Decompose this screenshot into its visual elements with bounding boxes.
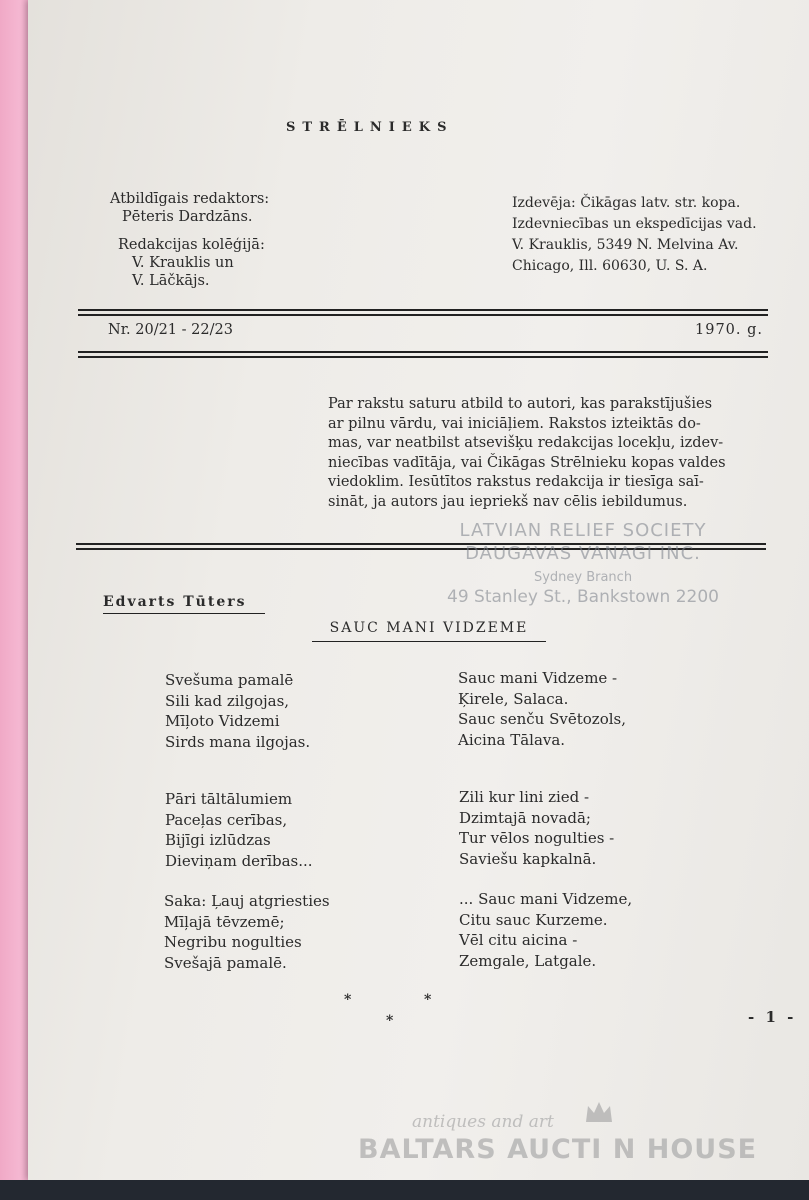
ornament-star: * — [344, 992, 352, 1008]
poem-line: Svešajā pamalē. — [164, 953, 287, 972]
left-stanza-3 — [164, 891, 330, 973]
stamp-line-4: 49 Stanley St., Bankstown 2200 — [447, 587, 719, 607]
board-member-2: V. Lāčkājs. — [132, 273, 210, 289]
disclaimer-line: mas, var neatbilst atsevišķu redakcijas locekļu, izdev- — [328, 435, 724, 451]
poem-title: SAUC MANI VIDZEME — [312, 620, 546, 642]
board-label: Redakcijas kolēģijā: — [118, 237, 265, 253]
poem-line: Ķirele, Salaca. — [458, 689, 569, 708]
disclaimer-line: niecības vadītāja, vai Čikāgas Strēlnieku kopas valdes — [328, 454, 726, 471]
poem-line: Sauc senču Svētozols, — [458, 710, 626, 728]
issue-number: Nr. 20/21 - 22/23 — [108, 322, 233, 338]
rule-top-a — [78, 309, 768, 311]
right-stanza-3 — [459, 889, 632, 971]
poem-line: Mīļoto Vidzemi — [165, 712, 280, 730]
board-member-1: V. Krauklis un — [132, 255, 234, 271]
poem-line: Aicina Tālava. — [458, 730, 566, 749]
poem-line: Sauc mani Vidzeme - — [458, 669, 618, 687]
stamp-line-1: LATVIAN RELIEF SOCIETY — [459, 520, 707, 541]
poem-line: Sili kad zilgojas, — [165, 691, 290, 710]
editor-label: Atbildīgais redaktors: — [110, 191, 270, 207]
poem-line: Saviešu kapkalnā. — [459, 849, 597, 868]
poem-line: Tur vēlos nogulties - — [459, 829, 615, 847]
poem-line: Paceļas cerības, — [165, 810, 288, 829]
watermark-brand: BALTARS AUCTI N HOUSE — [358, 1134, 758, 1165]
publisher-line-4: Chicago, Ill. 60630, U. S. A. — [512, 258, 708, 274]
poem-line: Svešuma pamalē — [165, 671, 294, 689]
poem-line: Sirds mana ilgojas. — [165, 732, 311, 751]
left-stanza-2 — [165, 789, 313, 871]
poem-line: ... Sauc mani Vidzeme, — [459, 890, 633, 908]
stamp-line-2: DAUGAVAS VANAGI INC. — [465, 543, 701, 564]
editorial-block — [110, 190, 269, 290]
disclaimer-text — [328, 395, 768, 512]
poem-line: Saka: Ļauj atgriesties — [164, 892, 330, 910]
publisher-line-2: Izdevniecības un ekspedīcijas vad. — [512, 216, 757, 232]
rule-mid-b — [78, 356, 768, 358]
publisher-line-3: V. Krauklis, 5349 N. Melvina Av. — [512, 237, 739, 253]
poem-line: Vēl citu aicina - — [459, 931, 578, 949]
poem-line: Citu sauc Kurzeme. — [459, 910, 608, 929]
disclaimer-line: Par rakstu saturu atbild to autori, kas parakstījušies — [328, 396, 713, 412]
ornament-star: * — [424, 992, 432, 1008]
rule-mid-a — [78, 351, 768, 353]
table-surface — [0, 1180, 809, 1200]
poem-line: Negribu nogulties — [164, 933, 302, 951]
magazine-page — [28, 0, 809, 1180]
editor-name: Pēteris Dardzāns. — [122, 209, 253, 225]
rule-top-b — [78, 314, 768, 316]
magazine-title: STRĒLNIEKS — [286, 120, 454, 135]
disclaimer-line: ar pilnu vārdu, vai iniciāļiem. Rakstos izteiktās do- — [328, 415, 701, 432]
disclaimer-line: viedoklim. Iesūtītos rakstus redakcija ir tiesīga saī- — [328, 474, 704, 490]
publisher-line-1: Izdevēja: Čikāgas latv. str. kopa. — [512, 195, 741, 211]
right-stanza-2 — [459, 787, 614, 869]
poem-line: Bijīgi izlūdzas — [165, 831, 271, 849]
right-stanza-1 — [458, 668, 626, 750]
poem-line: Pāri tāltālumiem — [165, 790, 293, 808]
left-stanza-1 — [165, 670, 310, 752]
relief-society-stamp — [438, 520, 728, 607]
poem-line: Mīļajā tēvzemē; — [164, 912, 285, 931]
publisher-block — [512, 193, 757, 277]
page-number: - 1 - — [748, 1008, 797, 1026]
poem-line: Zili kur lini zied - — [459, 788, 590, 806]
disclaimer-line: sināt, ja autors jau iepriekš nav cēlis iebildumus. — [328, 493, 688, 510]
issue-year: 1970. g. — [695, 322, 764, 338]
ornament-star: * — [386, 1013, 394, 1029]
watermark-tagline: antiques and art — [412, 1112, 554, 1132]
poem-line: Dieviņam derības... — [165, 851, 313, 870]
poem-author: Edvarts Tūters — [103, 594, 265, 614]
poem-line: Zemgale, Latgale. — [459, 951, 597, 970]
stamp-line-3: Sydney Branch — [533, 570, 633, 585]
poem-line: Dzimtajā novadā; — [459, 808, 591, 827]
crown-icon — [584, 1100, 614, 1126]
